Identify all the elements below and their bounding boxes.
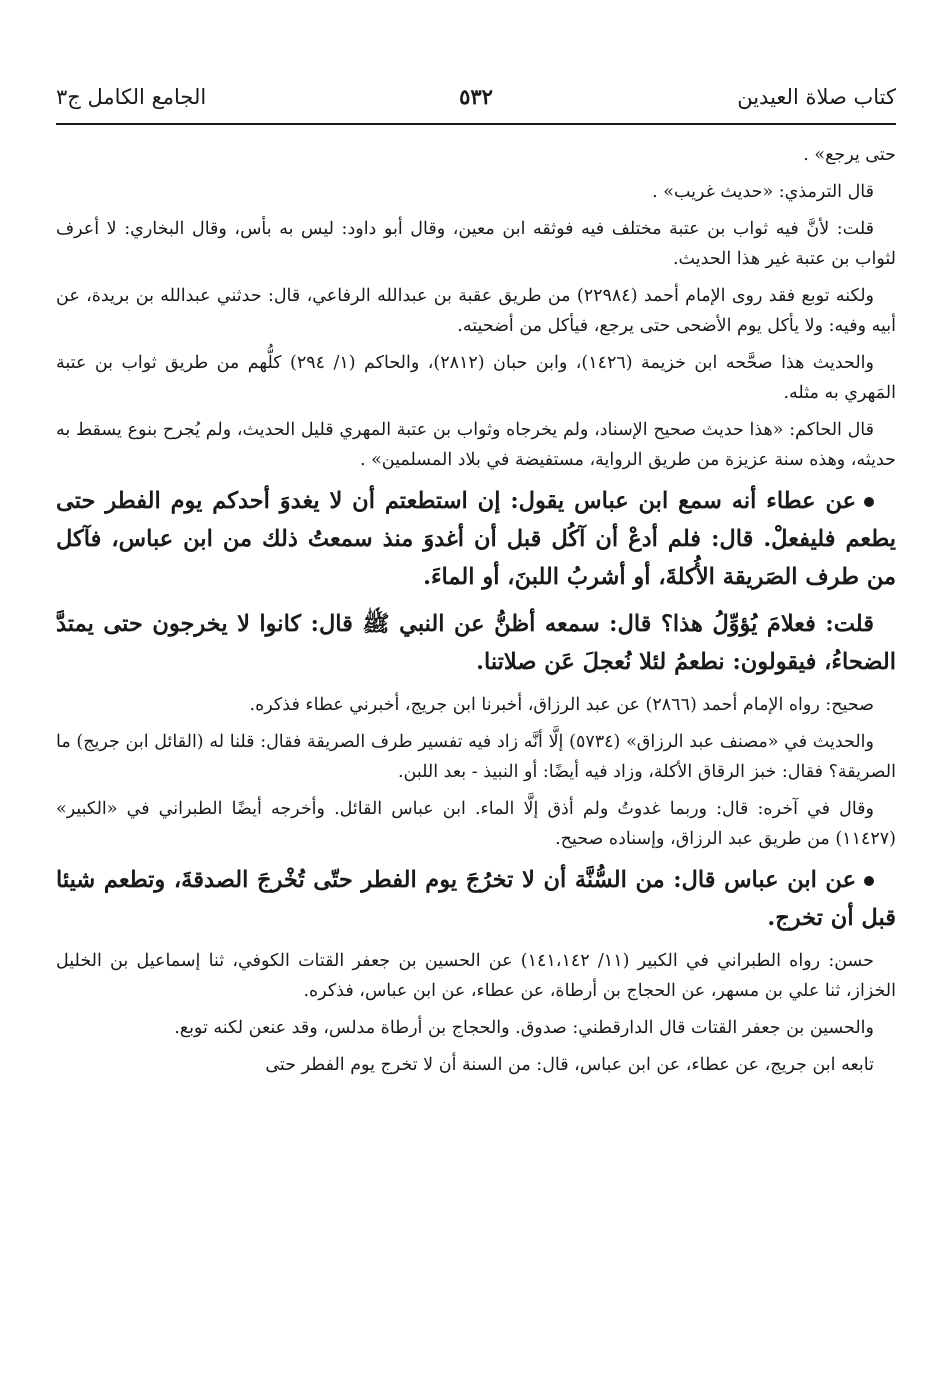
paragraph-text: ولكنه توبع فقد روى الإمام أحمد (٢٢٩٨٤) من طريق عقبة بن عبدالله الرفاعي، قال: حدثني عبدالله بن بريدة، عن أبيه وفيه: ولا يأكل يوم الأضحى حتى يرجع، فيأكل من أضحيته.	[56, 286, 896, 336]
header-rule	[56, 123, 896, 125]
paragraph-text: والحديث هذا صحَّحه ابن خزيمة (١٤٢٦)، وابن حبان (٢٨١٢)، والحاكم (١/ ٢٩٤) كلُّهم من طريق ثواب بن عتبة المَهري به مثله.	[56, 353, 896, 403]
page-number: ٥٣٢	[459, 84, 493, 109]
paragraph-14	[56, 1013, 896, 1043]
book-chapter-title: كتاب صلاة العيدين	[737, 85, 896, 109]
bullet-icon	[864, 876, 874, 886]
hadith-text: عن ابن عباس قال: من السُّنَّة أن لا تخرُجَ يوم الفطر حتّى تُخْرجَ الصدقةَ، وتطعم شيئا قبل أن تخرج.	[56, 867, 896, 931]
paragraph-2	[56, 177, 896, 207]
paragraph-text: تابعه ابن جريج، عن عطاء، عن ابن عباس، قال: من السنة أن لا تخرج يوم الفطر حتى	[265, 1055, 874, 1075]
paragraph-text: حسن: رواه الطبراني في الكبير (١١/ ١٤١،١٤٢) عن الحسين بن جعفر القتات الكوفي، ثنا إسماعيل بن الخليل الخزاز، ثنا علي بن مسهر، عن الحجاج بن أرطاة، عن عطاء، عن ابن عباس، فذكره.	[56, 951, 896, 1001]
hadith-text-2	[56, 605, 896, 681]
paragraph-10	[56, 727, 896, 787]
bullet-icon	[864, 497, 874, 507]
paragraph-5	[56, 348, 896, 408]
paragraph-text: قال الحاكم: «هذا حديث صحيح الإسناد، ولم يخرجاه وثواب بن عتبة المهري قليل الحديث، ولم يُجرح بنوع يسقط به حديثه، وهذه سنة عزيزة من طريق الرواية، مستفيضة في بلاد المسلمين» .	[56, 420, 896, 470]
running-head	[56, 82, 896, 116]
paragraph-6	[56, 415, 896, 475]
paragraph-text: والحديث في «مصنف عبد الرزاق» (٥٧٣٤) إلَّا أنَّه زاد فيه تفسير طرف الصريقة فقال: قلنا له (القائل ابن جريج) ما الصريقة؟ فقال: خبز الرقاق الأكلة، وزاد فيه أيضًا: أو النبيذ - بعد اللبن.	[56, 732, 896, 782]
hadith-text: عن عطاء أنه سمع ابن عباس يقول: إن استطعتم أن لا يغدوَ أحدكم يوم الفطر حتى يطعم فليفعلْ. قال: فلم أدعْ أن آكُل قبل أن أغدوَ منذ سمعتُ ذلك من ابن عباس، فآكل من طرف الصَريقة الأُكلةَ، أو أشربُ اللبنَ، أو الماءَ.	[56, 488, 896, 590]
paragraph-1	[56, 140, 896, 170]
paragraph-text: قلت: لأنَّ فيه ثواب بن عتبة مختلف فيه فوثقه ابن معين، وقال أبو داود: ليس به بأس، وقال البخاري: لا أعرف لثواب بن عتبة غير هذا الحديث.	[56, 219, 896, 269]
paragraph-text: حتى يرجع» .	[803, 145, 896, 165]
book-volume-title: الجامع الكامل ج٣	[56, 85, 207, 109]
paragraph-13	[56, 946, 896, 1006]
paragraph-text: والحسين بن جعفر القتات قال الدارقطني: صدوق. والحجاج بن أرطاة مدلس، وقد عنعن لكنه توبع.	[174, 1018, 874, 1038]
paragraph-11	[56, 794, 896, 854]
paragraph-text: صحيح: رواه الإمام أحمد (٢٨٦٦) عن عبد الرزاق، أخبرنا ابن جريج، أخبرني عطاء فذكره.	[249, 695, 874, 715]
hadith-text: قلت: فعلامَ يُؤوِّلُ هذا؟ قال: سمعه أظنُّ عن النبي ﷺ قال: كانوا لا يخرجون حتى يمتدَّ الضحاءُ، فيقولون: نطعمُ لئلا نُعجلَ عَن صلاتنا.	[56, 611, 896, 675]
hadith-text-3	[56, 861, 896, 937]
paragraph-4	[56, 281, 896, 341]
paragraph-text: وقال في آخره: قال: وربما غدوتُ ولم أذق إلَّا الماء. ابن عباس القائل. وأخرجه أيضًا الطبراني في «الكبير» (١١٤٢٧) من طريق عبد الرزاق، وإسناده صحيح.	[56, 799, 896, 849]
paragraph-15	[56, 1050, 896, 1080]
paragraph-text: قال الترمذي: «حديث غريب» .	[652, 182, 874, 202]
page-body	[56, 140, 896, 1087]
hadith-text-1	[56, 482, 896, 596]
paragraph-3	[56, 214, 896, 274]
paragraph-9	[56, 690, 896, 720]
